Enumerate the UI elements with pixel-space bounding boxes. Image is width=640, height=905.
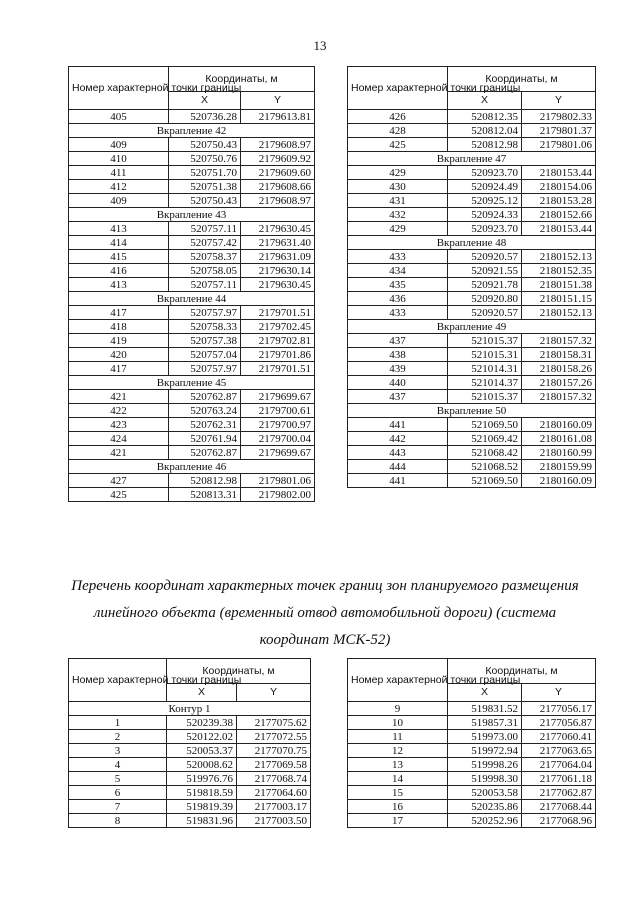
x-coordinate-cell: 520925.12 (448, 194, 522, 208)
y-coordinate-cell: 2177063.65 (522, 744, 596, 758)
table-row (348, 390, 596, 404)
point-number-cell: 17 (348, 814, 448, 828)
x-coordinate-cell: 520750.76 (169, 152, 241, 166)
x-coordinate-cell: 520812.04 (448, 124, 522, 138)
x-coordinate-cell: 519831.52 (448, 702, 522, 716)
y-coordinate-cell: 2179608.97 (241, 138, 315, 152)
point-number-cell: 438 (348, 348, 448, 362)
table-row (348, 306, 596, 320)
group-row (69, 292, 315, 306)
table-row (69, 222, 315, 236)
y-coordinate-cell: 2180158.31 (522, 348, 596, 362)
point-number-cell: 1 (69, 716, 167, 730)
table-row (348, 278, 596, 292)
table-row (69, 446, 315, 460)
table-row (69, 320, 315, 334)
x-coordinate-cell: 520921.55 (448, 264, 522, 278)
y-coordinate-cell: 2179630.45 (241, 222, 315, 236)
point-number-cell: 435 (348, 278, 448, 292)
y-coordinate-cell: 2179701.86 (241, 348, 315, 362)
table-row (69, 404, 315, 418)
point-number-cell: 421 (69, 390, 169, 404)
point-number-cell: 432 (348, 208, 448, 222)
table-row (348, 334, 596, 348)
point-number-cell: 14 (348, 772, 448, 786)
y-coordinate-cell: 2179801.06 (522, 138, 596, 152)
y-coordinate-cell: 2177072.55 (237, 730, 311, 744)
x-coordinate-cell: 520758.37 (169, 250, 241, 264)
point-number-cell: 436 (348, 292, 448, 306)
y-coordinate-cell: 2180153.44 (522, 166, 596, 180)
table-row (348, 250, 596, 264)
point-number-cell: 412 (69, 180, 169, 194)
table-row (69, 432, 315, 446)
point-number-cell: 429 (348, 166, 448, 180)
y-coordinate-cell: 2180161.08 (522, 432, 596, 446)
table-row (348, 348, 596, 362)
y-coordinate-cell: 2180152.13 (522, 306, 596, 320)
x-coordinate-cell: 520924.33 (448, 208, 522, 222)
group-label: Вкрапление 46 (69, 460, 315, 474)
group-label: Контур 1 (69, 702, 311, 716)
x-coordinate-cell: 520235.86 (448, 800, 522, 814)
x-coordinate-cell: 521015.37 (448, 390, 522, 404)
point-number-cell: 423 (69, 418, 169, 432)
point-number-cell: 2 (69, 730, 167, 744)
point-number-cell: 439 (348, 362, 448, 376)
header-point-number: Номер характерной точки границы (348, 659, 448, 702)
header-coordinates: Координаты, м (169, 67, 315, 92)
point-number-cell: 416 (69, 264, 169, 278)
header-y: Y (522, 92, 596, 110)
point-number-cell: 8 (69, 814, 167, 828)
y-coordinate-cell: 2179701.51 (241, 306, 315, 320)
point-number-cell: 437 (348, 334, 448, 348)
y-coordinate-cell: 2177069.58 (237, 758, 311, 772)
point-number-cell: 409 (69, 194, 169, 208)
y-coordinate-cell: 2179801.37 (522, 124, 596, 138)
y-coordinate-cell: 2177060.41 (522, 730, 596, 744)
x-coordinate-cell: 521068.42 (448, 446, 522, 460)
y-coordinate-cell: 2180157.26 (522, 376, 596, 390)
x-coordinate-cell: 520122.02 (167, 730, 237, 744)
header-y: Y (522, 684, 596, 702)
point-number-cell: 442 (348, 432, 448, 446)
table-row (348, 474, 596, 488)
table-row (69, 362, 315, 376)
point-number-cell: 430 (348, 180, 448, 194)
x-coordinate-cell: 520920.57 (448, 306, 522, 320)
y-coordinate-cell: 2180152.66 (522, 208, 596, 222)
table-row (348, 376, 596, 390)
group-label: Вкрапление 48 (348, 236, 596, 250)
y-coordinate-cell: 2179609.60 (241, 166, 315, 180)
x-coordinate-cell: 520761.94 (169, 432, 241, 446)
y-coordinate-cell: 2179630.14 (241, 264, 315, 278)
point-number-cell: 5 (69, 772, 167, 786)
x-coordinate-cell: 520751.38 (169, 180, 241, 194)
x-coordinate-cell: 521014.31 (448, 362, 522, 376)
table-row (348, 194, 596, 208)
x-coordinate-cell: 520053.58 (448, 786, 522, 800)
point-number-cell: 410 (69, 152, 169, 166)
x-coordinate-cell: 520758.05 (169, 264, 241, 278)
y-coordinate-cell: 2179702.81 (241, 334, 315, 348)
point-number-cell: 419 (69, 334, 169, 348)
x-coordinate-cell: 521068.52 (448, 460, 522, 474)
x-coordinate-cell: 519831.96 (167, 814, 237, 828)
point-number-cell: 433 (348, 306, 448, 320)
table-row (348, 814, 596, 828)
table-row (348, 362, 596, 376)
table-row (348, 460, 596, 474)
y-coordinate-cell: 2177056.17 (522, 702, 596, 716)
x-coordinate-cell: 521069.42 (448, 432, 522, 446)
point-number-cell: 413 (69, 278, 169, 292)
point-number-cell: 440 (348, 376, 448, 390)
table-row (348, 744, 596, 758)
table-row (69, 278, 315, 292)
group-row (348, 152, 596, 166)
group-row (69, 460, 315, 474)
table-row (69, 250, 315, 264)
table-row (69, 772, 311, 786)
x-coordinate-cell: 520750.43 (169, 138, 241, 152)
y-coordinate-cell: 2177062.87 (522, 786, 596, 800)
y-coordinate-cell: 2180153.44 (522, 222, 596, 236)
table-row (69, 264, 315, 278)
point-number-cell: 10 (348, 716, 448, 730)
y-coordinate-cell: 2180153.28 (522, 194, 596, 208)
y-coordinate-cell: 2177068.96 (522, 814, 596, 828)
x-coordinate-cell: 520750.43 (169, 194, 241, 208)
point-number-cell: 433 (348, 250, 448, 264)
y-coordinate-cell: 2177064.04 (522, 758, 596, 772)
coordinates-table (347, 66, 596, 488)
point-number-cell: 411 (69, 166, 169, 180)
y-coordinate-cell: 2177003.17 (237, 800, 311, 814)
table-row (69, 180, 315, 194)
point-number-cell: 441 (348, 474, 448, 488)
header-coordinates: Координаты, м (167, 659, 311, 684)
x-coordinate-cell: 520252.96 (448, 814, 522, 828)
x-coordinate-cell: 520757.42 (169, 236, 241, 250)
x-coordinate-cell: 520757.97 (169, 306, 241, 320)
table-row (348, 786, 596, 800)
y-coordinate-cell: 2179801.06 (241, 474, 315, 488)
y-coordinate-cell: 2179700.97 (241, 418, 315, 432)
point-number-cell: 424 (69, 432, 169, 446)
header-point-number: Номер характерной точки границы (348, 67, 448, 110)
point-number-cell: 441 (348, 418, 448, 432)
x-coordinate-cell: 521015.31 (448, 348, 522, 362)
table-row (348, 800, 596, 814)
x-coordinate-cell: 520921.78 (448, 278, 522, 292)
x-coordinate-cell: 520758.33 (169, 320, 241, 334)
coordinates-table (347, 658, 596, 828)
x-coordinate-cell: 520757.11 (169, 222, 241, 236)
point-number-cell: 422 (69, 404, 169, 418)
table-row (348, 138, 596, 152)
table-row (69, 786, 311, 800)
x-coordinate-cell: 519998.30 (448, 772, 522, 786)
table-row (348, 418, 596, 432)
group-label: Вкрапление 44 (69, 292, 315, 306)
point-number-cell: 418 (69, 320, 169, 334)
group-label: Вкрапление 47 (348, 152, 596, 166)
point-number-cell: 428 (348, 124, 448, 138)
group-label: Вкрапление 43 (69, 208, 315, 222)
point-number-cell: 434 (348, 264, 448, 278)
table-row (69, 474, 315, 488)
header-x: X (448, 92, 522, 110)
x-coordinate-cell: 520757.97 (169, 362, 241, 376)
y-coordinate-cell: 2180154.06 (522, 180, 596, 194)
table-row (348, 772, 596, 786)
table-row (69, 758, 311, 772)
group-label: Вкрапление 42 (69, 124, 315, 138)
point-number-cell: 9 (348, 702, 448, 716)
y-coordinate-cell: 2180157.32 (522, 334, 596, 348)
group-row (69, 702, 311, 716)
point-number-cell: 443 (348, 446, 448, 460)
table-row (69, 730, 311, 744)
point-number-cell: 16 (348, 800, 448, 814)
x-coordinate-cell: 521014.37 (448, 376, 522, 390)
point-number-cell: 11 (348, 730, 448, 744)
point-number-cell: 12 (348, 744, 448, 758)
header-y: Y (237, 684, 311, 702)
header-coordinates: Координаты, м (448, 659, 596, 684)
x-coordinate-cell: 520920.57 (448, 250, 522, 264)
x-coordinate-cell: 520924.49 (448, 180, 522, 194)
y-coordinate-cell: 2177068.44 (522, 800, 596, 814)
y-coordinate-cell: 2180151.38 (522, 278, 596, 292)
point-number-cell: 405 (69, 110, 169, 124)
table-row (69, 152, 315, 166)
header-x: X (448, 684, 522, 702)
table-row (348, 166, 596, 180)
table-row (69, 306, 315, 320)
table-row (348, 292, 596, 306)
point-number-cell: 421 (69, 446, 169, 460)
y-coordinate-cell: 2179630.45 (241, 278, 315, 292)
page-number: 13 (313, 38, 327, 53)
point-number-cell: 420 (69, 348, 169, 362)
x-coordinate-cell: 520763.24 (169, 404, 241, 418)
x-coordinate-cell: 520757.11 (169, 278, 241, 292)
table-row (348, 758, 596, 772)
table-row (348, 208, 596, 222)
group-label: Вкрапление 45 (69, 376, 315, 390)
y-coordinate-cell: 2180158.26 (522, 362, 596, 376)
point-number-cell: 13 (348, 758, 448, 772)
y-coordinate-cell: 2180160.99 (522, 446, 596, 460)
header-x: X (169, 92, 241, 110)
x-coordinate-cell: 520812.35 (448, 110, 522, 124)
x-coordinate-cell: 520008.62 (167, 758, 237, 772)
point-number-cell: 6 (69, 786, 167, 800)
point-number-cell: 427 (69, 474, 169, 488)
table-row (348, 432, 596, 446)
table-row (69, 744, 311, 758)
x-coordinate-cell: 520736.28 (169, 110, 241, 124)
x-coordinate-cell: 520813.31 (169, 488, 241, 502)
table-row (348, 180, 596, 194)
x-coordinate-cell: 520762.87 (169, 390, 241, 404)
table-row (69, 166, 315, 180)
point-number-cell: 415 (69, 250, 169, 264)
group-row (69, 376, 315, 390)
y-coordinate-cell: 2177064.60 (237, 786, 311, 800)
x-coordinate-cell: 519972.94 (448, 744, 522, 758)
table-row (69, 418, 315, 432)
x-coordinate-cell: 520751.70 (169, 166, 241, 180)
point-number-cell: 414 (69, 236, 169, 250)
group-row (69, 208, 315, 222)
y-coordinate-cell: 2179609.92 (241, 152, 315, 166)
group-label: Вкрапление 49 (348, 320, 596, 334)
y-coordinate-cell: 2180160.09 (522, 474, 596, 488)
y-coordinate-cell: 2179699.67 (241, 390, 315, 404)
point-number-cell: 417 (69, 362, 169, 376)
table-row (348, 110, 596, 124)
x-coordinate-cell: 520762.31 (169, 418, 241, 432)
x-coordinate-cell: 520920.80 (448, 292, 522, 306)
table-row (69, 236, 315, 250)
group-row (348, 236, 596, 250)
point-number-cell: 429 (348, 222, 448, 236)
x-coordinate-cell: 520239.38 (167, 716, 237, 730)
point-number-cell: 425 (348, 138, 448, 152)
x-coordinate-cell: 520053.37 (167, 744, 237, 758)
table-row (348, 702, 596, 716)
table-row (348, 716, 596, 730)
header-point-number: Номер характерной точки границы (69, 67, 169, 110)
x-coordinate-cell: 519998.26 (448, 758, 522, 772)
y-coordinate-cell: 2180151.15 (522, 292, 596, 306)
x-coordinate-cell: 520812.98 (169, 474, 241, 488)
y-coordinate-cell: 2177075.62 (237, 716, 311, 730)
x-coordinate-cell: 520762.87 (169, 446, 241, 460)
x-coordinate-cell: 519976.76 (167, 772, 237, 786)
table-row (348, 264, 596, 278)
point-number-cell: 425 (69, 488, 169, 502)
y-coordinate-cell: 2179700.04 (241, 432, 315, 446)
x-coordinate-cell: 520757.38 (169, 334, 241, 348)
x-coordinate-cell: 519818.59 (167, 786, 237, 800)
x-coordinate-cell: 519973.00 (448, 730, 522, 744)
table-row (69, 814, 311, 828)
table-row (69, 390, 315, 404)
point-number-cell: 4 (69, 758, 167, 772)
point-number-cell: 417 (69, 306, 169, 320)
x-coordinate-cell: 520923.70 (448, 166, 522, 180)
y-coordinate-cell: 2179699.67 (241, 446, 315, 460)
y-coordinate-cell: 2179631.09 (241, 250, 315, 264)
section-caption: Перечень координат характерных точек границ зон планируемого размещения линейного объекта (временный отвод автомобильной дороги) (система координат МСК-52) (71, 578, 579, 648)
point-number-cell: 7 (69, 800, 167, 814)
header-y: Y (241, 92, 315, 110)
coordinates-table (68, 66, 315, 502)
y-coordinate-cell: 2180152.13 (522, 250, 596, 264)
y-coordinate-cell: 2179802.00 (241, 488, 315, 502)
table-row (69, 716, 311, 730)
y-coordinate-cell: 2177061.18 (522, 772, 596, 786)
point-number-cell: 444 (348, 460, 448, 474)
x-coordinate-cell: 520812.98 (448, 138, 522, 152)
point-number-cell: 431 (348, 194, 448, 208)
y-coordinate-cell: 2179631.40 (241, 236, 315, 250)
table-row (69, 194, 315, 208)
y-coordinate-cell: 2177056.87 (522, 716, 596, 730)
header-point-number: Номер характерной точки границы (69, 659, 167, 702)
y-coordinate-cell: 2179701.51 (241, 362, 315, 376)
table-row (348, 730, 596, 744)
y-coordinate-cell: 2180160.09 (522, 418, 596, 432)
y-coordinate-cell: 2180159.99 (522, 460, 596, 474)
x-coordinate-cell: 519857.31 (448, 716, 522, 730)
point-number-cell: 413 (69, 222, 169, 236)
point-number-cell: 3 (69, 744, 167, 758)
y-coordinate-cell: 2179700.61 (241, 404, 315, 418)
table-row (348, 124, 596, 138)
x-coordinate-cell: 520757.04 (169, 348, 241, 362)
y-coordinate-cell: 2180157.32 (522, 390, 596, 404)
point-number-cell: 409 (69, 138, 169, 152)
header-coordinates: Координаты, м (448, 67, 596, 92)
y-coordinate-cell: 2177003.50 (237, 814, 311, 828)
y-coordinate-cell: 2180152.35 (522, 264, 596, 278)
group-row (348, 320, 596, 334)
y-coordinate-cell: 2179802.33 (522, 110, 596, 124)
y-coordinate-cell: 2179613.81 (241, 110, 315, 124)
x-coordinate-cell: 520923.70 (448, 222, 522, 236)
y-coordinate-cell: 2179608.66 (241, 180, 315, 194)
table-row (69, 110, 315, 124)
table-row (69, 334, 315, 348)
y-coordinate-cell: 2179702.45 (241, 320, 315, 334)
x-coordinate-cell: 521069.50 (448, 418, 522, 432)
point-number-cell: 437 (348, 390, 448, 404)
table-row (69, 138, 315, 152)
group-row (348, 404, 596, 418)
point-number-cell: 426 (348, 110, 448, 124)
y-coordinate-cell: 2177070.75 (237, 744, 311, 758)
table-row (348, 222, 596, 236)
y-coordinate-cell: 2177068.74 (237, 772, 311, 786)
x-coordinate-cell: 519819.39 (167, 800, 237, 814)
point-number-cell: 15 (348, 786, 448, 800)
x-coordinate-cell: 521015.37 (448, 334, 522, 348)
y-coordinate-cell: 2179608.97 (241, 194, 315, 208)
x-coordinate-cell: 521069.50 (448, 474, 522, 488)
table-row (69, 800, 311, 814)
table-row (69, 348, 315, 362)
group-row (69, 124, 315, 138)
table-row (348, 446, 596, 460)
header-x: X (167, 684, 237, 702)
table-row (69, 488, 315, 502)
group-label: Вкрапление 50 (348, 404, 596, 418)
coordinates-table (68, 658, 311, 828)
